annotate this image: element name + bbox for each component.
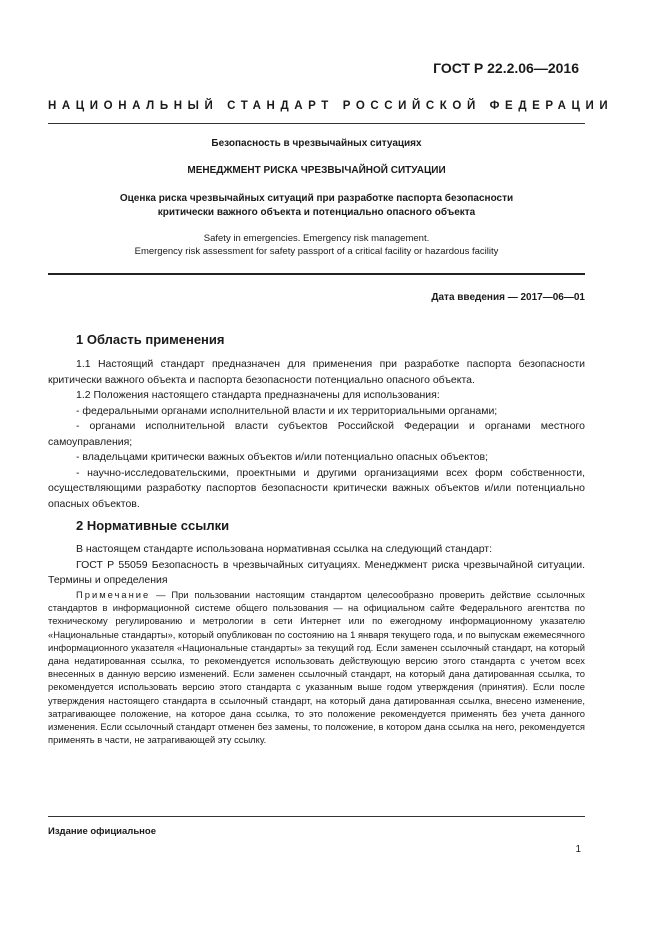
page-number: 1 xyxy=(575,844,581,855)
section-2-body xyxy=(48,542,585,589)
note-text: — При пользовании настоящим стандартом целесообразно проверить действие ссылочных стандартов в информационной системе общего пользования — на официальном сайте Федерального агентства по техническому регулированию и метрологии в сети Интернет или по ежегодному информационному указателю «Национальные стандарты», который опубликован по состоянию на 1 января текущего года, и по выпускам ежемесячного информационного указателя «Национальные стандарты» за текущий год. Если заменен ссылочный стандарт, на который дана недатированная ссылка, то рекомендуется использовать действующую версию этого стандарта с учетом всех внесенных в данную версию изменений. Если заменен ссылочный стандарт, на который дана датированная ссылка, то рекомендуется использовать версию этого стандарта с указанным выше годом утверждения (принятия). Если после утверждения настоящего стандарта в ссылочный стандарт, на который дана датированная ссылка, внесено изменение, затрагивающее положение, на которое дана ссылка, то это положение рекомендуется применять без учета данного изменения. Если ссылочный стандарт отменен без замены, то положение, в котором дана ссылка на него, рекомендуется применять в части, не затрагивающей эту ссылку. xyxy=(48,589,585,746)
paragraph-1-1: 1.1 Настоящий стандарт предназначен для применения при разработке паспорта безопасности критически важного объекта и паспорта безопасности потенциально опасного объекта. xyxy=(48,358,585,386)
list-item: - органами исполнительной власти субъектов Российской Федерации и органами местного самоуправления; xyxy=(48,420,585,448)
note-label: Примечание xyxy=(76,589,151,600)
english-title-line-2: Emergency risk assessment for safety passport of a critical facility or hazardous facility xyxy=(134,246,499,257)
section-1-heading: 1 Область применения xyxy=(76,332,225,347)
paragraph-1-2: 1.2 Положения настоящего стандарта предназначены для использования: xyxy=(76,389,440,401)
header-divider xyxy=(48,123,585,124)
section-2-intro: В настоящем стандарте использована нормативная ссылка на следующий стандарт: xyxy=(76,543,493,555)
normative-reference: ГОСТ Р 55059 Безопасность в чрезвычайных ситуациях. Менеджмент риска чрезвычайной ситуации. Термины и определения xyxy=(48,558,585,586)
official-edition-label: Издание официальное xyxy=(48,826,156,837)
effective-date: Дата введения — 2017—06—01 xyxy=(431,292,585,303)
list-item: - научно-исследовательскими, проектными и другими организациями всех форм собственности, осуществляющими разработку паспортов безопасности критически важных объектов и/или потенциально опасных объектов. xyxy=(48,466,585,510)
subtitle-line-2: критически важного объекта и потенциально опасного объекта xyxy=(157,207,476,218)
national-standard-banner: НАЦИОНАЛЬНЫЙ СТАНДАРТ РОССИЙСКОЙ ФЕДЕРАЦИИ xyxy=(48,100,614,112)
list-item: - федеральными органами исполнительной власти и их территориальными органами; xyxy=(76,404,498,417)
english-title-line-1: Safety in emergencies. Emergency risk management. xyxy=(203,233,430,244)
series-title: Безопасность в чрезвычайных ситуациях xyxy=(211,138,422,149)
section-1-body xyxy=(48,357,585,512)
note-block xyxy=(48,588,585,746)
title-divider xyxy=(48,273,585,275)
list-item: - владельцами критически важных объектов и/или потенциально опасных объектов; xyxy=(76,451,489,463)
main-title: МЕНЕДЖМЕНТ РИСКА ЧРЕЗВЫЧАЙНОЙ СИТУАЦИИ xyxy=(187,165,446,176)
subtitle-line-1: Оценка риска чрезвычайных ситуаций при разработке паспорта безопасности xyxy=(119,193,514,204)
standard-code: ГОСТ Р 22.2.06—2016 xyxy=(433,60,579,76)
section-2-heading: 2 Нормативные ссылки xyxy=(76,518,230,533)
footer-divider xyxy=(48,816,585,817)
